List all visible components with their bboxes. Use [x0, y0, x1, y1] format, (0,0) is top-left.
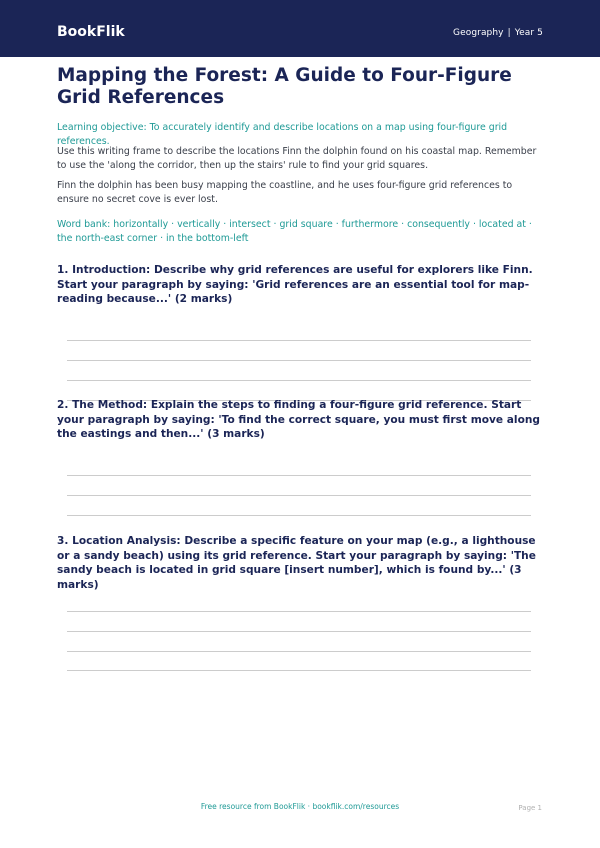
answer-line[interactable] — [67, 360, 531, 361]
answer-line[interactable] — [67, 475, 531, 476]
intro-paragraph: Finn the dolphin has been busy mapping the coastline, and he uses four-figure grid references to ensure no secret cove is ever lost. — [57, 180, 513, 205]
footer-resource-link[interactable]: Free resource from BookFlik · bookflik.com/resources — [200, 802, 400, 811]
learning-objective: Learning objective: To accurately identify and describe locations on a map using four-figure grid references. — [57, 122, 508, 147]
answer-line[interactable] — [67, 651, 531, 652]
question-prompt: 3. Location Analysis: Describe a specific feature on your map (e.g., a lighthouse or a sandy beach) using its grid reference. Start your paragraph by saying: 'The sandy beach is located in grid square [insert number], which is found by...' (3 marks) — [57, 535, 536, 591]
subject-year-label — [453, 27, 543, 39]
question-prompt: 2. The Method: Explain the steps to finding a four-figure grid reference. Start your paragraph by saying: 'To find the correct square, you must first move along the eastings and then...' (3 marks) — [57, 399, 540, 440]
header-bar — [0, 0, 600, 57]
answer-line[interactable] — [67, 380, 531, 381]
question-prompt: 1. Introduction: Describe why grid references are useful for explorers like Finn. Start your paragraph by saying: 'Grid references are an essential tool for map-reading because...' (2 marks) — [57, 264, 533, 305]
answer-line[interactable] — [67, 611, 531, 612]
answer-line[interactable] — [67, 670, 531, 671]
word-bank: Word bank: horizontally · vertically · intersect · grid square · furthermore · consequently · located at · the north-east corner · in the bottom-left — [57, 219, 532, 244]
year-label: Year 5 — [514, 28, 543, 38]
intro-paragraph: Use this writing frame to describe the locations Finn the dolphin found on his coastal map. Remember to use the 'along the corridor, then up the stairs' rule to find your grid squares. — [57, 146, 537, 171]
page-number: Page 1 — [518, 804, 542, 812]
brand-logo-text: BookFlik — [57, 24, 125, 40]
page-title: Mapping the Forest: A Guide to Four-Figure Grid References — [57, 65, 512, 108]
answer-line[interactable] — [67, 631, 531, 632]
answer-line[interactable] — [67, 495, 531, 496]
subject-label: Geography — [453, 28, 504, 38]
subject-separator: | — [507, 28, 511, 38]
answer-line[interactable] — [67, 340, 531, 341]
answer-line[interactable] — [67, 515, 531, 516]
